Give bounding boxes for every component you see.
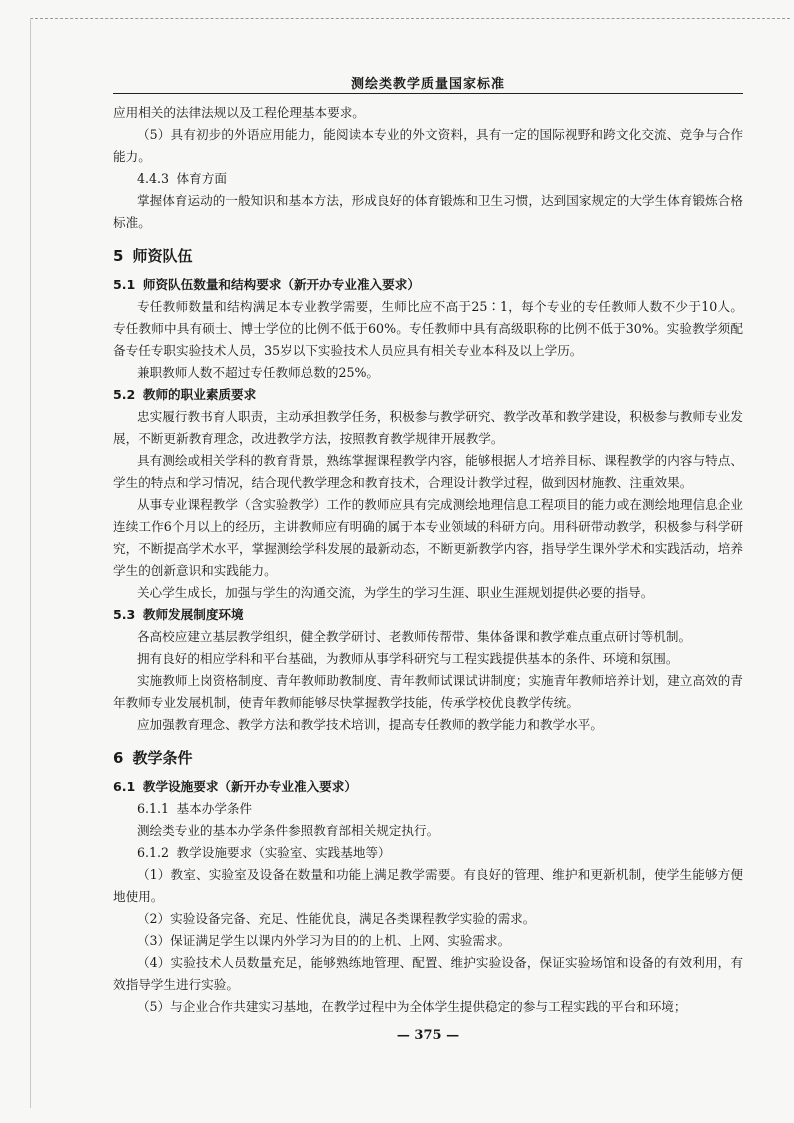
paragraph: 专任教师数量和结构满足本专业教学需要，生师比应不高于25∶1，每个专业的专任教师人数不少于10人。专任教师中具有硕士、博士学位的比例不低于60%。专任教师中具有高级职称的比例不低于30%。实验教学须配备专任专职实验技术人员，35岁以下实验技术人员应具有相关专业本科及以上学历。 xyxy=(113,299,743,358)
section-number: 5.3 xyxy=(113,607,136,622)
section-number: 6.1.1 xyxy=(136,801,169,816)
paragraph: 测绘类专业的基本办学条件参照教育部相关规定执行。 xyxy=(136,823,440,838)
chapter-number: 6 xyxy=(113,749,124,767)
section-title: 教师的职业素质要求 xyxy=(142,387,257,402)
paragraph: 拥有良好的相应学科和平台基础，为教师从事学科研究与工程实践提供基本的条件、环境和氛围。 xyxy=(136,651,679,666)
section-number: 4.4.3 xyxy=(136,171,169,186)
page-number: — 375 — xyxy=(396,1028,460,1043)
header-rule xyxy=(113,93,743,94)
section-title: 师资队伍数量和结构要求（新开办专业准入要求） xyxy=(142,277,420,292)
paragraph: 具有测绘或相关学科的教育背景，熟练掌握课程教学内容，能够根据人才培养目标、课程教学的内容与特点、学生的特点和学习情况，结合现代教学理念和教育技术，合理设计教学过程，做到因材施教、注重效果。 xyxy=(113,453,743,490)
chapter-title: 教学条件 xyxy=(132,749,193,767)
section-number: 6.1 xyxy=(113,779,136,794)
paragraph: 应用相关的法律法规以及工程伦理基本要求。 xyxy=(113,105,365,120)
paragraph: 应加强教育理念、教学方法和教学技术培训，提高专任教师的教学能力和教学水平。 xyxy=(136,717,603,732)
section-title: 教学设施要求（实验室、实践基地等） xyxy=(176,845,391,860)
list-item: （3）保证满足学生以课内外学习为目的的上机、上网、实验需求。 xyxy=(136,933,511,948)
paragraph: 从事专业课程教学（含实验教学）工作的教师应具有完成测绘地理信息工程项目的能力或在测绘地理信息企业连续工作6个月以上的经历，主讲教师应有明确的属于本专业领域的科研方向。用科研带动教学，积极参与科学研究，不断提高学术水平，掌握测绘学科发展的最新动态，不断更新教学内容，指导学生课外学术和实践活动，培养学生的创新意识和实践能力。 xyxy=(113,497,743,578)
chapter-heading xyxy=(113,746,743,770)
section-heading xyxy=(113,384,743,406)
scan-edge-left xyxy=(30,18,31,1108)
running-header: 测绘类教学质量国家标准 xyxy=(350,77,505,92)
scan-edge-top xyxy=(30,18,790,19)
paragraph: 忠实履行教书育人职责，主动承担教学任务，积极参与教学研究、教学改革和教学建设，积极参与教师专业发展，不断更新教育理念，改进教学方法，按照教育教学规律开展教学。 xyxy=(113,409,743,446)
page-body xyxy=(113,102,743,1018)
chapter-title: 师资队伍 xyxy=(132,247,193,265)
section-title: 基本办学条件 xyxy=(176,801,253,816)
chapter-number: 5 xyxy=(113,247,124,265)
paragraph: 掌握体育运动的一般知识和基本方法，形成良好的体育锻炼和卫生习惯，达到国家规定的大学生体育锻炼合格标准。 xyxy=(113,193,743,230)
section-number: 6.1.2 xyxy=(136,845,169,860)
chapter-heading xyxy=(113,244,743,268)
list-item: （5）与企业合作共建实习基地，在教学过程中为全体学生提供稳定的参与工程实践的平台和环境； xyxy=(136,999,687,1014)
section-number: 5.2 xyxy=(113,387,136,402)
section-heading xyxy=(113,604,743,626)
paragraph: （5）具有初步的外语应用能力，能阅读本专业的外文资料，具有一定的国际视野和跨文化交流、竞争与合作能力。 xyxy=(113,127,743,164)
paragraph: 各高校应建立基层教学组织，健全教学研讨、老教师传帮带、集体备课和教学难点重点研讨等机制。 xyxy=(136,629,692,644)
section-heading xyxy=(113,776,743,798)
section-title: 教师发展制度环境 xyxy=(142,607,244,622)
subsection-heading xyxy=(113,842,743,864)
subsection-heading xyxy=(113,168,743,190)
list-item: （1）教室、实验室及设备在数量和功能上满足教学需要。有良好的管理、维护和更新机制，使学生能够方便地使用。 xyxy=(113,867,743,904)
list-item: （4）实验技术人员数量充足，能够熟练地管理、配置、维护实验设备，保证实验场馆和设备的有效利用，有效指导学生进行实验。 xyxy=(113,955,743,992)
paragraph: 兼职教师人数不超过专任教师总数的25%。 xyxy=(136,365,380,380)
paragraph: 实施教师上岗资格制度、青年教师助教制度、青年教师试课试讲制度；实施青年教师培养计划，建立高效的青年教师专业发展机制，使青年教师能够尽快掌握教学技能，传承学校优良教学传统。 xyxy=(113,673,743,710)
section-title: 体育方面 xyxy=(176,171,227,186)
subsection-heading xyxy=(113,798,743,820)
section-heading xyxy=(113,274,743,296)
section-title: 教学设施要求（新开办专业准入要求） xyxy=(142,779,357,794)
section-number: 5.1 xyxy=(113,277,136,292)
paragraph: 关心学生成长，加强与学生的沟通交流，为学生的学习生涯、职业生涯规划提供必要的指导。 xyxy=(136,585,654,600)
list-item: （2）实验设备完备、充足、性能优良，满足各类课程教学实验的需求。 xyxy=(136,911,536,926)
